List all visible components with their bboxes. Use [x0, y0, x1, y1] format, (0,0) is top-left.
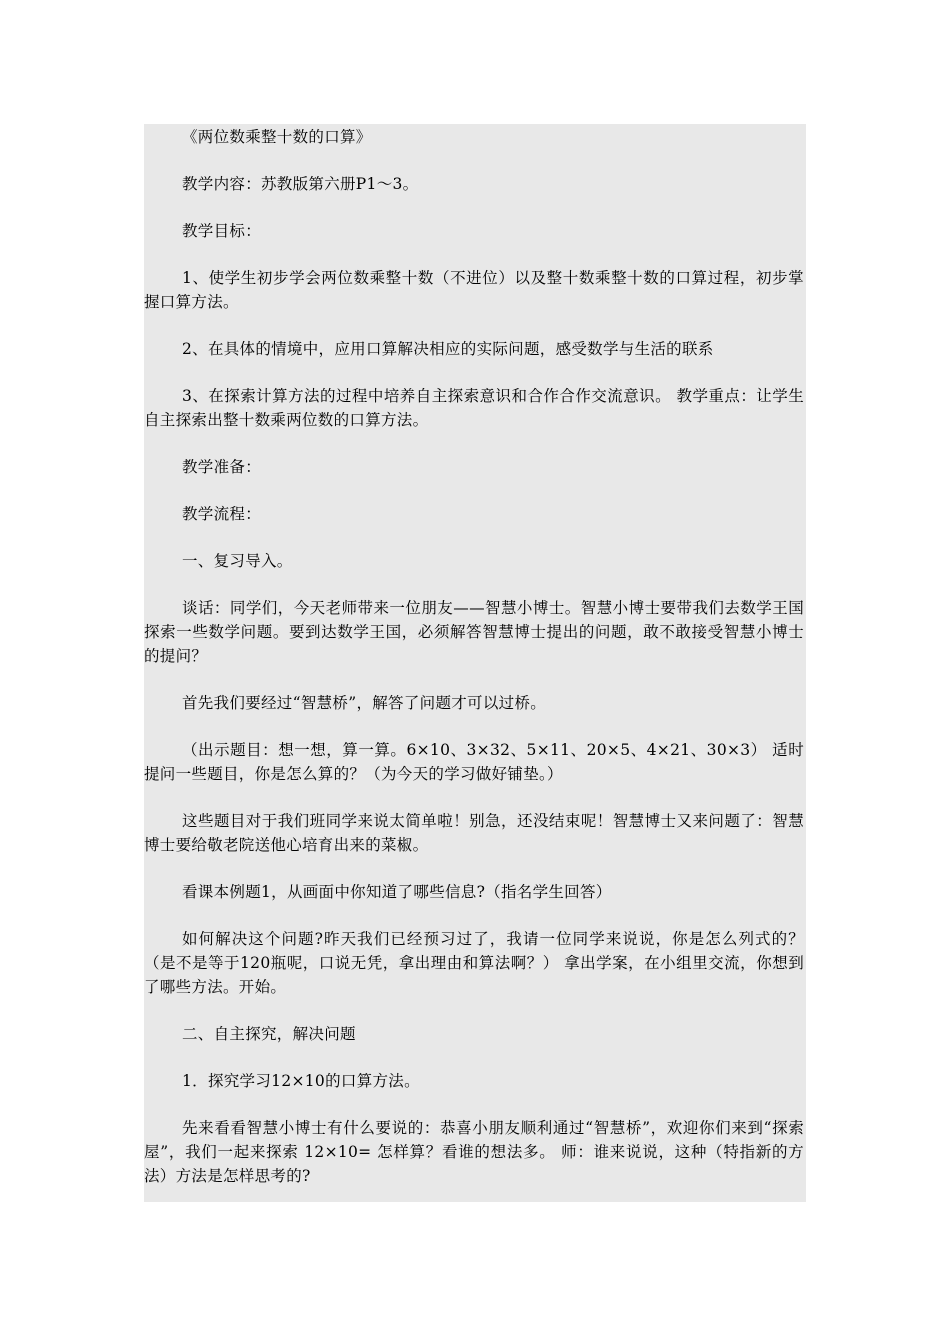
document-title: 《两位数乘整十数的口算》 [182, 128, 372, 146]
paragraph: 1．探究学习12×10的口算方法。 [182, 1072, 420, 1090]
paragraph: 教学内容：苏教版第六册P1～3。 [182, 175, 419, 193]
paragraph: 2、在具体的情境中，应用口算解决相应的实际问题，感受数学与生活的联系 [182, 340, 714, 358]
paragraph: 看课本例题1，从画面中你知道了哪些信息?（指名学生回答） [182, 883, 612, 901]
section-heading: 二、自主探究，解决问题 [182, 1025, 356, 1043]
paragraph: 首先我们要经过“智慧桥”，解答了问题才可以过桥。 [182, 694, 547, 712]
section-heading: 一、复习导入。 [182, 552, 293, 570]
paragraph: 3、在探索计算方法的过程中培养自主探索意识和合作合作交流意识。 教学重点：让学生自主探索出整十数乘两位数的口算方法。 [144, 387, 804, 429]
paragraph: 教学流程： [182, 505, 262, 523]
document-page [144, 124, 806, 1202]
paragraph: （出示题目：想一想，算一算。6×10、3×32、5×11、20×5、4×21、30×3） 适时提问一些题目，你是怎么算的？（为今天的学习做好铺垫。） [144, 741, 804, 783]
paragraph: 1、使学生初步学会两位数乘整十数（不进位）以及整十数乘整十数的口算过程，初步掌握口算方法。 [144, 269, 804, 311]
paragraph: 这些题目对于我们班同学来说太简单啦！别急，还没结束呢！智慧博士又来问题了：智慧博士要给敬老院送他心培育出来的菜椒。 [144, 812, 804, 854]
paragraph: 谈话：同学们，今天老师带来一位朋友——智慧小博士。智慧小博士要带我们去数学王国探索一些数学问题。要到达数学王国，必须解答智慧博士提出的问题，敢不敢接受智慧小博士的提问？ [144, 599, 804, 665]
paragraph: 如何解决这个问题?昨天我们已经预习过了，我请一位同学来说说，你是怎么列式的？（是不是等于120瓶呢，口说无凭，拿出理由和算法啊？） 拿出学案，在小组里交流，你想到了哪些方法。开始。 [144, 930, 804, 996]
paragraph: 教学目标： [182, 222, 262, 240]
paragraph: 先来看看智慧小博士有什么要说的：恭喜小朋友顺利通过“智慧桥”，欢迎你们来到“探索屋”，我们一起来探索 12×10= 怎样算？看谁的想法多。 师：谁来说说，这种（特指新的方法）方法是怎样思考的? [144, 1119, 804, 1185]
paragraph: 教学准备： [182, 458, 262, 476]
